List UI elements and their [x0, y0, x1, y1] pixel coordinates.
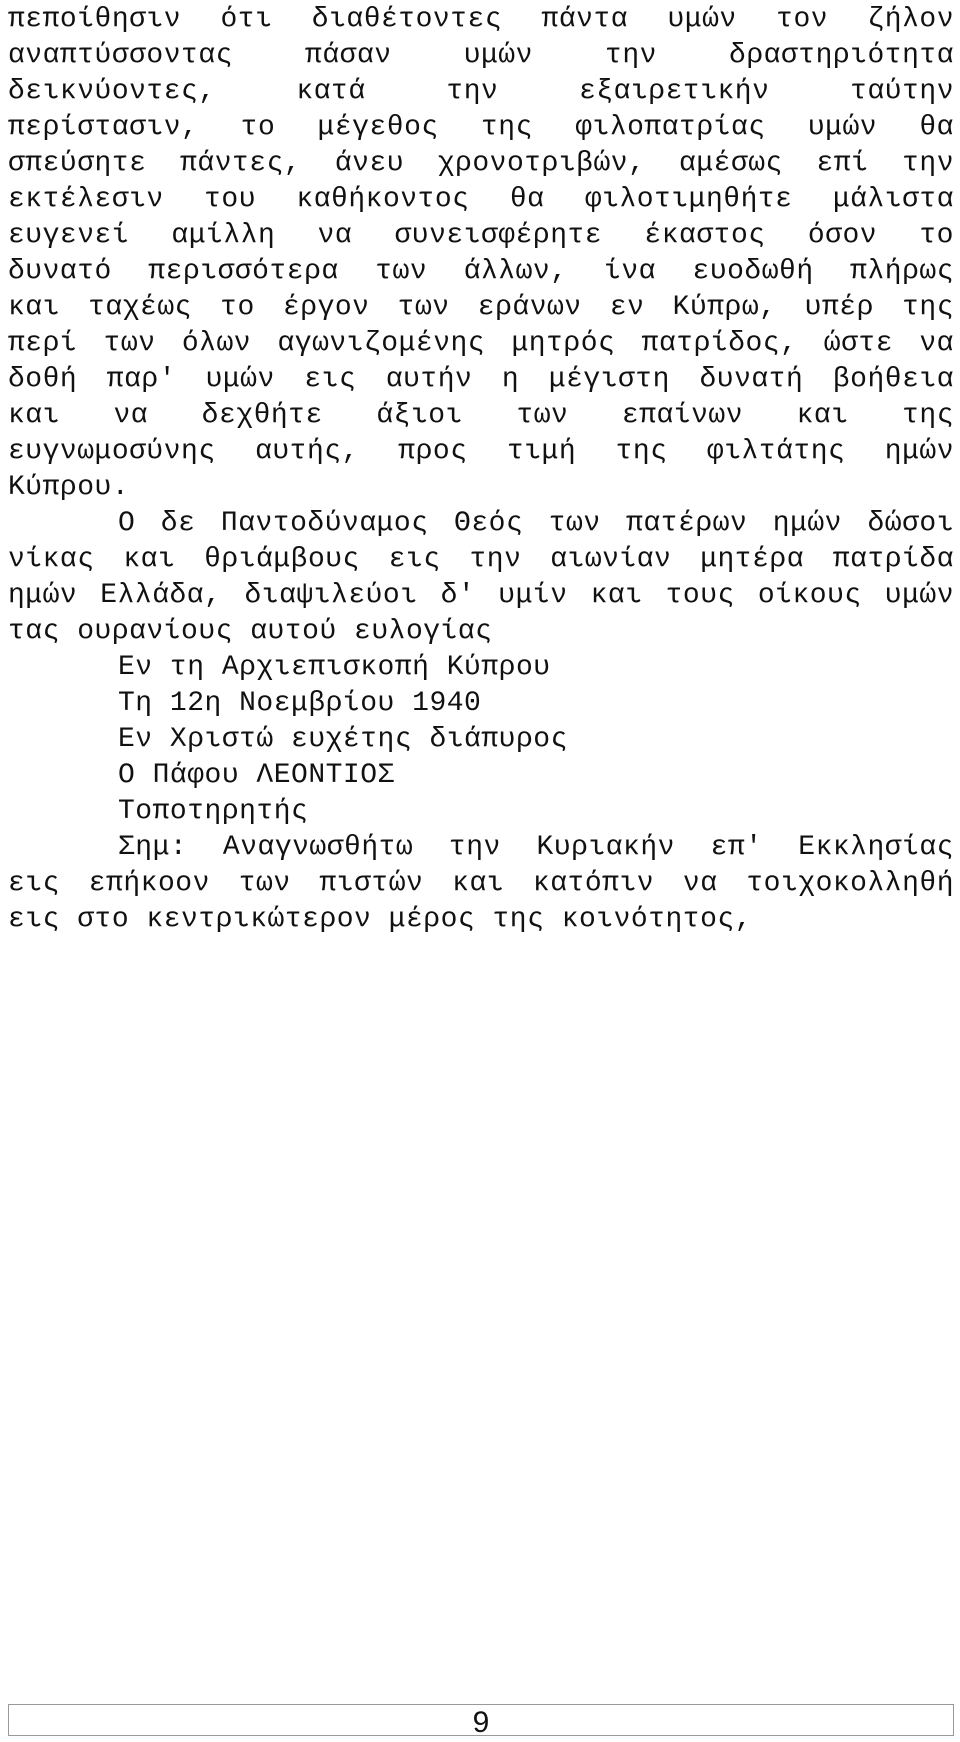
text-line: ευγενεί αμίλλη να συνεισφέρητε έκαστος όσον το	[8, 220, 954, 251]
text-line: Κύπρου.	[8, 472, 130, 503]
place-line: Εν τη Αρχιεπισκοπή Κύπρου	[118, 652, 551, 683]
text-line: περίστασιν, το μέγεθος της φιλοπατρίας υμών θα	[8, 112, 954, 143]
text-line: σπεύσητε πάντες, άνευ χρονοτριβών, αμέσως επί την	[8, 148, 954, 179]
note-line: εις στο κεντρικώτερον μέρος της κοινότητος,	[8, 904, 753, 935]
text-line: δυνατό περισσότερα των άλλων, ίνα ευοδωθή πλήρως	[8, 256, 954, 287]
note-line: εις επήκοον των πιστών και κατόπιν να τοιχοκολληθή	[8, 868, 954, 899]
text-line: ευγνωμοσύνης αυτής, προς τιμή της φιλτάτης ημών	[8, 436, 954, 467]
text-line: και να δεχθήτε άξιοι των επαίνων και της	[8, 400, 954, 431]
note-line: Σημ: Αναγνωσθήτω την Κυριακήν επ' Εκκλησίας	[118, 832, 954, 863]
closing-line: Εν Χριστώ ευχέτης διάπυρος	[118, 724, 568, 755]
text-line: περί των όλων αγωνιζομένης μητρός πατρίδος, ώστε να	[8, 328, 954, 359]
text-line: τας ουρανίους αυτού ευλογίας	[8, 616, 493, 647]
page-number: 9	[472, 1706, 490, 1739]
text-line: δεικνύοντες, κατά την εξαιρετικήν ταύτην	[8, 76, 954, 107]
text-line: νίκας και θριάμβους εις την αιωνίαν μητέρα πατρίδα	[8, 544, 954, 575]
text-line: ημών Ελλάδα, διαψιλεύοι δ' υμίν και τους οίκους υμών	[8, 580, 954, 611]
letter-body	[8, 0, 954, 938]
blessing-line: Ο δε Παντοδύναμος Θεός των πατέρων ημών δώσοι	[118, 508, 954, 539]
text-line: δοθή παρ' υμών εις αυτήν η μέγιστη δυνατή βοήθεια	[8, 364, 954, 395]
page-footer	[8, 1704, 954, 1739]
text-line: και ταχέως το έργον των εράνων εν Κύπρω, υπέρ της	[8, 292, 954, 323]
signatory-title: Τοποτηρητής	[118, 796, 309, 827]
signatory-name: Ο Πάφου ΛΕΟΝΤΙΟΣ	[118, 760, 395, 791]
date-line: Τη 12η Νοεμβρίου 1940	[118, 688, 482, 719]
text-line: πεποίθησιν ότι διαθέτοντες πάντα υμών τον ζήλον	[8, 4, 954, 35]
text-line: αναπτύσσοντας πάσαν υμών την δραστηριότητα	[8, 40, 954, 71]
text-line: εκτέλεσιν του καθήκοντος θα φιλοτιμηθήτε μάλιστα	[8, 184, 954, 215]
